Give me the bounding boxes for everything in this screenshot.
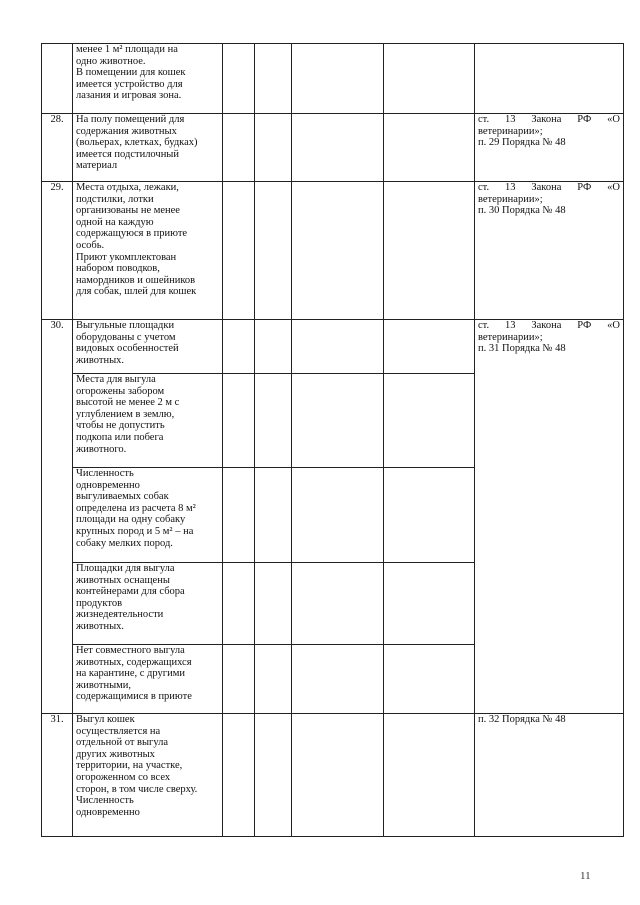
- answer-yes-cell: [223, 468, 255, 563]
- requirement-cell: менее 1 м² площади на одно животное. В помещении для кошек имеется устройство для лазания и игровая зона.: [73, 44, 223, 114]
- notes-cell: [384, 44, 475, 114]
- notes-cell: [384, 645, 475, 714]
- legal-reference-cell: [475, 714, 624, 837]
- answer-no-cell: [255, 182, 292, 320]
- row-number: 30.: [42, 320, 73, 714]
- answer-yes-cell: [223, 645, 255, 714]
- reference-line: ветеринарии»;: [478, 331, 543, 343]
- row-number: 28.: [42, 114, 73, 182]
- answer-no-cell: [255, 563, 292, 645]
- page-number: 11: [580, 870, 591, 882]
- row-number: 31.: [42, 714, 73, 837]
- notes-cell: [384, 320, 475, 374]
- row-number-cell: [42, 44, 73, 114]
- notes-cell: [384, 563, 475, 645]
- reference-line: п. 32 Порядка № 48: [478, 714, 566, 725]
- answer-yes-cell: [223, 714, 255, 837]
- requirement-cell: Нет совместного выгула животных, содержащихся на карантине, с другими животными, содержащимися в приюте: [73, 645, 223, 714]
- answer-no-cell: [255, 114, 292, 182]
- not-applicable-cell: [292, 182, 384, 320]
- answer-yes-cell: [223, 44, 255, 114]
- answer-no-cell: [255, 374, 292, 468]
- requirement-cell: Выгул кошек осуществляется на отдельной от выгула других животных территории, на участке, огороженном со всех сторон, в том числе сверху. Численность одновременно: [73, 714, 223, 837]
- answer-no-cell: [255, 645, 292, 714]
- reference-line: п. 29 Порядка № 48: [478, 137, 566, 149]
- notes-cell: [384, 182, 475, 320]
- not-applicable-cell: [292, 320, 384, 374]
- table-row: [42, 714, 624, 837]
- notes-cell: [384, 114, 475, 182]
- not-applicable-cell: [292, 374, 384, 468]
- answer-yes-cell: [223, 114, 255, 182]
- answer-yes-cell: [223, 182, 255, 320]
- notes-cell: [384, 714, 475, 837]
- legal-reference-cell: [475, 182, 624, 320]
- answer-yes-cell: [223, 563, 255, 645]
- reference-line: ветеринарии»;: [478, 193, 543, 205]
- answer-no-cell: [255, 714, 292, 837]
- requirement-cell: Численность одновременно выгуливаемых собак определена из расчета 8 м² площади на одну собаку крупных пород и 5 м² – на собаку мелких пород.: [73, 468, 223, 563]
- notes-cell: [384, 468, 475, 563]
- requirement-cell: Места для выгула огорожены забором высотой не менее 2 м с углублением в землю, чтобы не допустить подкопа или побега животного.: [73, 374, 223, 468]
- legal-reference-cell: [475, 320, 624, 714]
- reference-line: ст. 13 Закона РФ «О: [478, 320, 620, 331]
- reference-line: ветеринарии»;: [478, 125, 543, 137]
- requirement-cell: На полу помещений для содержания животных (вольерах, клетках, будках) имеется подстилочный материал: [73, 114, 223, 182]
- reference-line: ст. 13 Закона РФ «О: [478, 182, 620, 193]
- answer-yes-cell: [223, 320, 255, 374]
- not-applicable-cell: [292, 645, 384, 714]
- not-applicable-cell: [292, 714, 384, 837]
- answer-yes-cell: [223, 374, 255, 468]
- notes-cell: [384, 374, 475, 468]
- not-applicable-cell: [292, 114, 384, 182]
- requirements-table: [41, 43, 624, 837]
- requirement-cell: Места отдыха, лежаки, подстилки, лотки организованы не менее одной на каждую содержащуюся в приюте особь. Приют укомплектован набором поводков, намордников и ошейников для собак, шлей для кошек: [73, 182, 223, 320]
- answer-no-cell: [255, 44, 292, 114]
- requirement-cell: Площадки для выгула животных оснащены контейнерами для сбора продуктов жизнедеятельности животных.: [73, 563, 223, 645]
- legal-reference-cell: [475, 114, 624, 182]
- not-applicable-cell: [292, 563, 384, 645]
- not-applicable-cell: [292, 44, 384, 114]
- table-row: [42, 182, 624, 320]
- answer-no-cell: [255, 320, 292, 374]
- answer-no-cell: [255, 468, 292, 563]
- reference-line: п. 31 Порядка № 48: [478, 343, 566, 355]
- row-number: 29.: [42, 182, 73, 320]
- reference-line: ст. 13 Закона РФ «О: [478, 114, 620, 125]
- table-row: [42, 114, 624, 182]
- table-row: [42, 44, 624, 114]
- legal-reference-cell: [475, 44, 624, 114]
- not-applicable-cell: [292, 468, 384, 563]
- reference-line: п. 30 Порядка № 48: [478, 205, 566, 217]
- table-row: [42, 320, 624, 374]
- requirement-cell: Выгульные площадки оборудованы с учетом видовых особенностей животных.: [73, 320, 223, 374]
